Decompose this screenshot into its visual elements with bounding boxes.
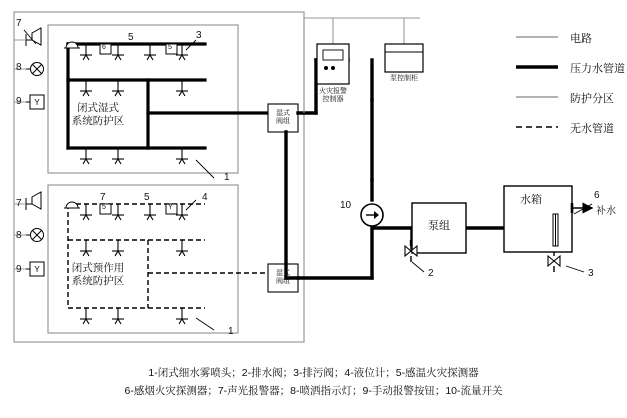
pump-group-label: 泵组 — [428, 220, 450, 232]
fire-alarm-controller-label — [310, 88, 356, 104]
wet-valve-group-1-label — [270, 110, 296, 126]
caption-line-2: 6-感烟火灾探测器；7-声光报警器；8-喷洒指示灯；9-手动报警按钮；10-流量开关 — [124, 385, 503, 397]
zone-label-wet-line1: 闭式湿式 — [77, 102, 119, 114]
wet-valve-group-2-label — [270, 270, 296, 286]
zone-label-preaction-line1: 闭式预作用 — [71, 262, 125, 274]
pump-control-panel-box — [385, 44, 423, 72]
wet-valve-group-2-label-l1: 湿式 — [276, 270, 290, 277]
detector-temp-pre-glyph: Y — [168, 204, 173, 211]
callout-3: 3 — [588, 268, 594, 279]
legend-label-circuit: 电路 — [570, 33, 592, 45]
callout-9b: 9 — [16, 264, 22, 275]
flow-switch-symbol — [361, 204, 383, 226]
makeup-water-label: 补水 — [596, 206, 616, 217]
zone-label-preaction-line2: 系统防护区 — [71, 275, 125, 287]
legend-label-dry-pipe: 无水管道 — [570, 123, 614, 135]
callout-6a: 5 — [128, 32, 134, 43]
callout-8a: 8 — [16, 62, 22, 73]
callout-7d: 7 — [100, 192, 106, 203]
callout-1a: 1 — [224, 172, 230, 183]
wet-valve-group-1-label-l1: 湿式 — [276, 110, 290, 117]
callout-9a: 9 — [16, 96, 22, 107]
fire-alarm-controller-label-l1: 火灾报警 — [319, 88, 347, 95]
manual-button-glyph-preaction: Y — [34, 265, 40, 274]
blowdown-valve-symbol — [548, 252, 560, 272]
callout-6b: 5 — [144, 192, 150, 203]
legend-label-protection-zone: 防护分区 — [570, 93, 614, 105]
left-device-column-wet — [26, 28, 44, 109]
callout-10: 10 — [340, 200, 352, 211]
caption-line-1: 1-闭式细水雾喷头；2-排水阀；3-排污阀；4-液位计；5-感温火灾探测器 — [148, 367, 479, 379]
callout-1b: 1 — [228, 326, 234, 337]
callout-2: 2 — [428, 268, 434, 279]
detector-temp-wet-glyph: 5 — [168, 44, 172, 51]
zone-device-symbols — [100, 44, 177, 214]
zone-label-wet — [58, 102, 138, 128]
zone-label-preaction — [54, 262, 142, 288]
legend-symbols — [514, 30, 564, 140]
preaction-zone-piping — [68, 204, 276, 308]
manual-button-glyph-wet: Y — [34, 98, 40, 107]
detector-smoke-pre-glyph: 5 — [102, 204, 106, 211]
zone-label-wet-line2: 系统防护区 — [71, 115, 125, 127]
callout-7a: 7 — [16, 18, 22, 29]
wet-valve-group-2-label-l2: 阀组 — [276, 278, 290, 285]
callout-4: 6 — [594, 190, 600, 201]
protection-zone-outer-boundary — [14, 12, 304, 342]
wet-valve-group-1-label-l2: 阀组 — [276, 118, 290, 125]
legend-label-pressure-pipe: 压力水管道 — [570, 63, 625, 75]
fire-alarm-controller-label-l2: 控制器 — [322, 96, 344, 103]
callout-5a: 3 — [196, 30, 202, 41]
callout-5b: 4 — [202, 192, 208, 203]
left-device-column-preaction — [26, 192, 44, 276]
detector-smoke-wet-glyph: 6 — [102, 44, 106, 51]
wet-zone-piping — [68, 44, 288, 148]
callout-8b: 8 — [16, 230, 22, 241]
pump-control-panel-label: 泵控制柜 — [390, 75, 418, 82]
makeup-water-inlet — [572, 203, 592, 213]
fire-alarm-controller-box — [317, 44, 349, 84]
callout-7c: 7 — [16, 198, 22, 209]
water-tank-label: 水箱 — [520, 194, 542, 206]
